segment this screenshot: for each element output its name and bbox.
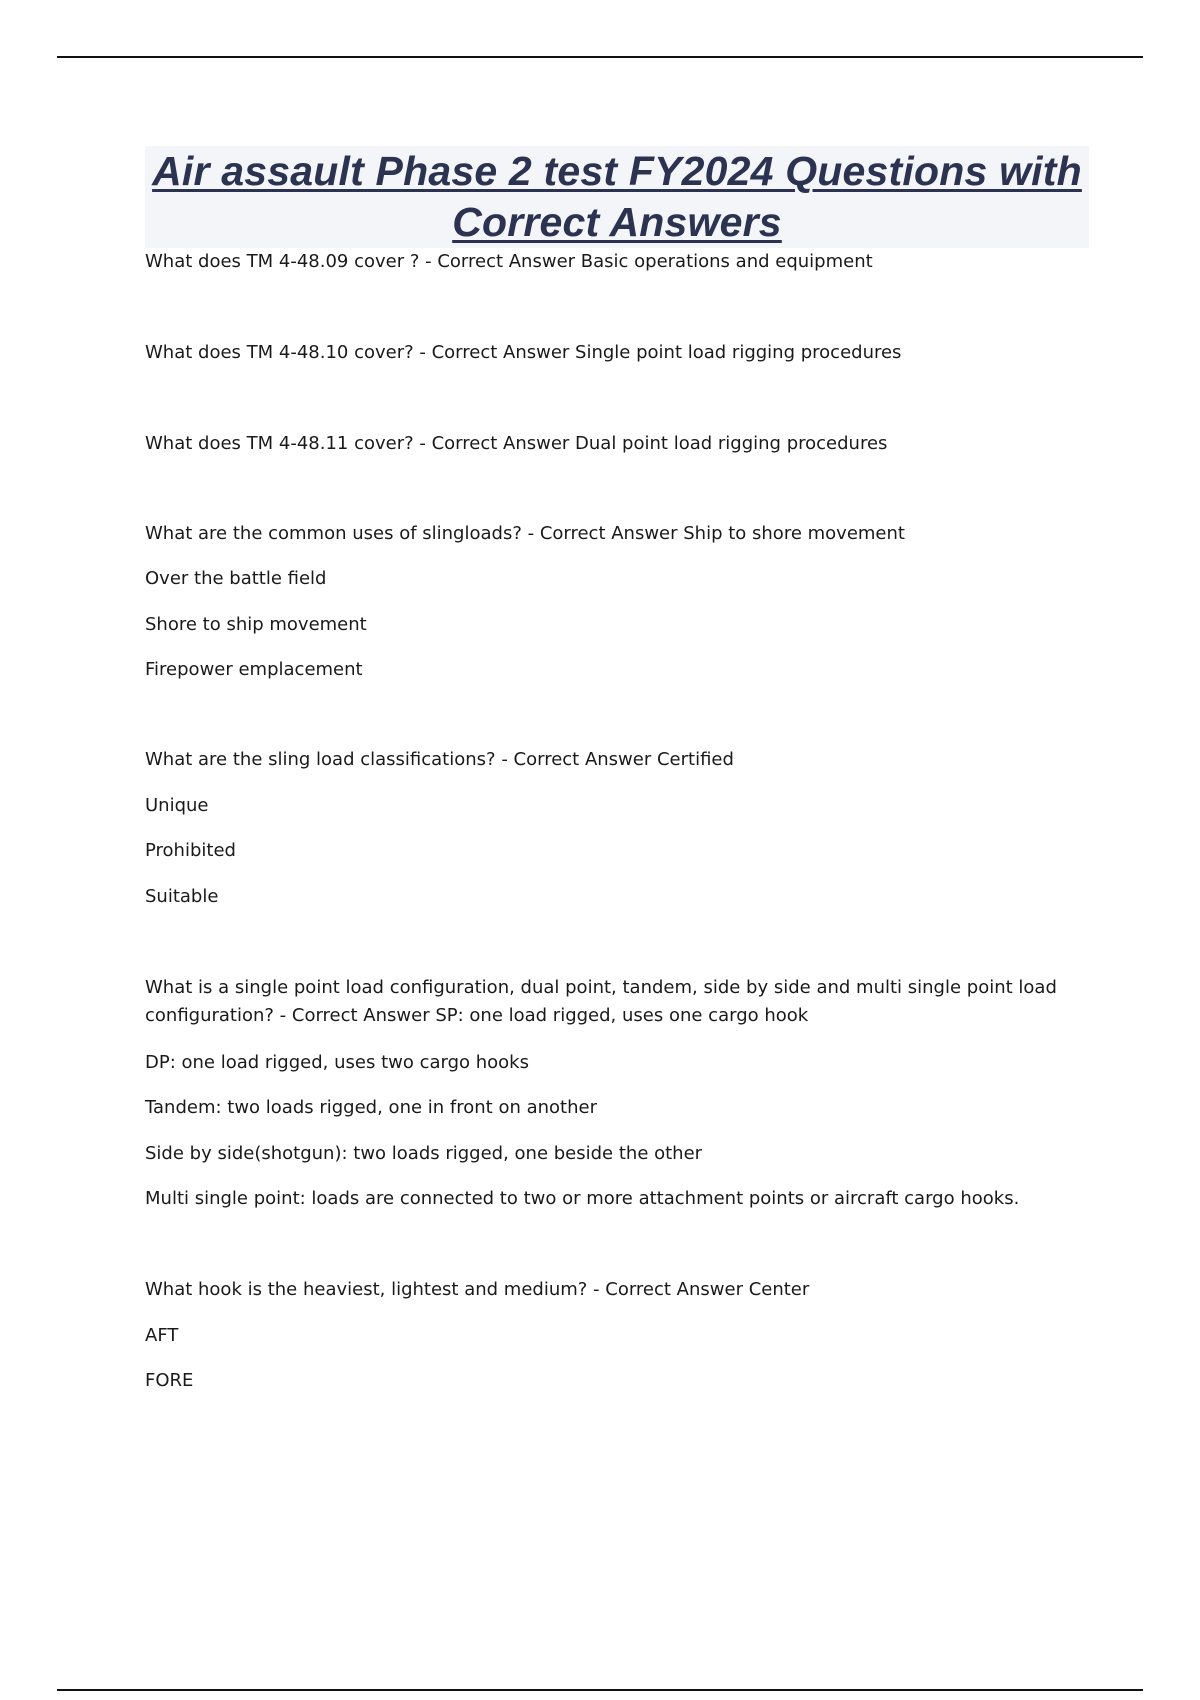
qa-6-line-3: Tandem: two loads rigged, one in front on another (145, 1097, 597, 1118)
qa-4-line-1: What are the common uses of slingloads? - Correct Answer Ship to shore movement (145, 523, 905, 544)
qa-7-line-3: FORE (145, 1370, 194, 1391)
document-title: Air assault Phase 2 test FY2024 Questions with Correct Answers (152, 148, 1082, 245)
footer-rule (57, 1689, 1143, 1691)
qa-7-line-2: AFT (145, 1325, 179, 1346)
qa-4-line-3: Shore to ship movement (145, 614, 367, 635)
title-banner (145, 146, 1089, 248)
qa-3-line-1: What does TM 4-48.11 cover? - Correct Answer Dual point load rigging procedures (145, 433, 888, 454)
qa-6-line-5: Multi single point: loads are connected to two or more attachment points or aircraft cargo hooks. (145, 1188, 1020, 1209)
qa-7-line-1: What hook is the heaviest, lightest and medium? - Correct Answer Center (145, 1279, 810, 1300)
qa-5-line-2: Unique (145, 795, 209, 816)
qa-6-line-4: Side by side(shotgun): two loads rigged, one beside the other (145, 1143, 703, 1164)
qa-4-line-2: Over the battle field (145, 568, 327, 589)
qa-5-line-4: Suitable (145, 886, 219, 907)
qa-2-line-1: What does TM 4-48.10 cover? - Correct Answer Single point load rigging procedures (145, 342, 902, 363)
qa-1-line-1: What does TM 4-48.09 cover ? - Correct Answer Basic operations and equipment (145, 251, 873, 272)
qa-4-line-4: Firepower emplacement (145, 659, 363, 680)
qa-5-line-1: What are the sling load classifications? - Correct Answer Certified (145, 749, 734, 770)
qa-5-line-3: Prohibited (145, 840, 236, 861)
header-rule (57, 56, 1143, 58)
qa-6-line-2: DP: one load rigged, uses two cargo hooks (145, 1052, 529, 1073)
qa-6-line-1: What is a single point load configuration, dual point, tandem, side by side and multi single point load configuration? - Correct Answer SP: one load rigged, uses one cargo hook (145, 977, 1057, 1026)
